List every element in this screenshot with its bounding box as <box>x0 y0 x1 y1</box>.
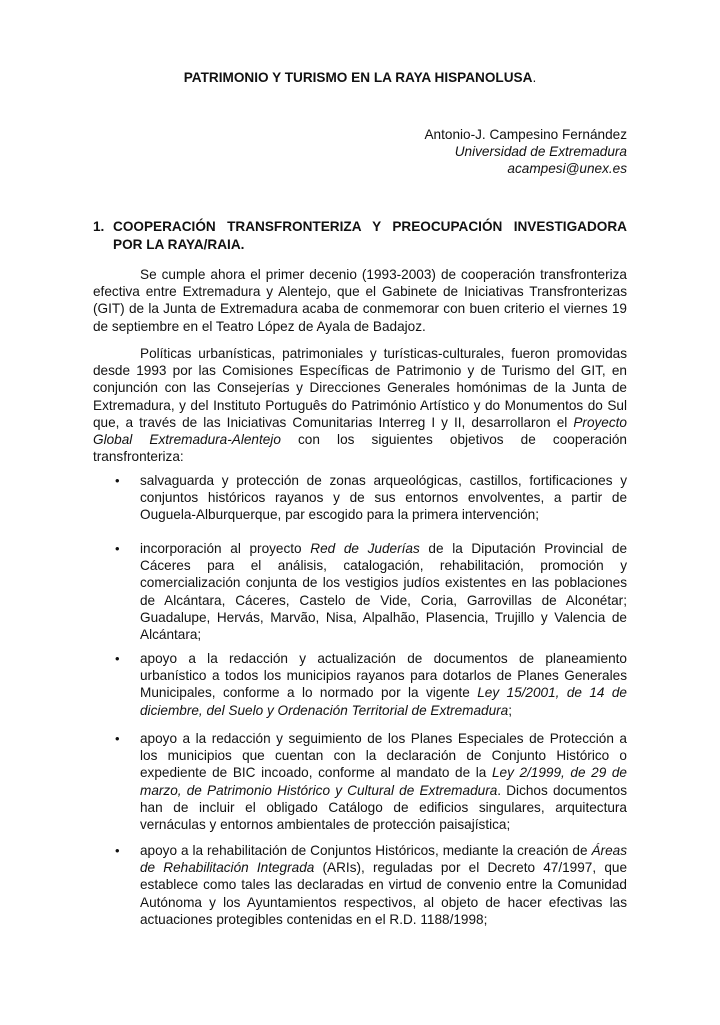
paragraph-1: Se cumple ahora el primer decenio (1993-2003) de cooperación transfronteriza efectiva entre Extremadura y Alentejo, que el Gabinete de Iniciativas Transfronterizas (GIT) de la Junta de Extremadura acaba de conmemorar con buen criterio el viernes 19 de septiembre en el Teatro López de Ayala de Badajoz. <box>93 267 627 334</box>
section-heading <box>93 218 627 253</box>
list-item-italic: Áreas de Rehabilitación Integrada <box>140 843 627 876</box>
author-email: acampesi@unex.es <box>507 161 627 176</box>
author-block <box>424 126 627 177</box>
author-affiliation: Universidad de Extremadura <box>454 144 627 159</box>
list-item-text-a: salvaguarda y protección de zonas arqueológicas, castillos, fortificaciones y conjuntos históricos rayanos y de sus entornos envolventes, a partir de Ouguela-Alburquerque, par escogido para la primera intervención; <box>140 473 627 523</box>
bullet-icon: • <box>115 843 120 858</box>
list-item-text-a: incorporación al proyecto <box>140 541 311 556</box>
list-item-text-a: apoyo a la redacción y actualización de documentos de planeamiento urbanístico a todos los municipios rayanos para dotarlos de Planes Generales Municipales, conforme a lo normado por la vigente <box>140 651 627 701</box>
paragraph-2-text-a: Políticas urbanísticas, patrimoniales y turísticas-culturales, fueron promovidas desde 1993 por las Comisiones Específicas de Patrimonio y de Turismo del GIT, en conjunción con las Consejerías y Direcciones Generales homónimas de la Junta de Extremadura, y del Instituto Português do Património Artístico y do Monumentos do Sul que, a través de las Iniciativas Comunitarias Interreg I y II, desarrollaron el <box>93 346 627 430</box>
list-item-italic: Red de Juderías <box>310 541 420 556</box>
list-item-text-b: . Dichos documentos han de incluir el obligado Catálogo de edificios singulares, arquitectura vernáculas y entornos ambientales de protección paisajística; <box>140 782 628 833</box>
paper-title-text: PATRIMONIO Y TURISMO EN LA RAYA HISPANOLUSA <box>183 70 533 85</box>
list-item-text-a: apoyo a la redacción y seguimiento de los Planes Especiales de Protección a los municipios que cuentan con la declaración de Conjunto Histórico o expediente de BIC incoado, conforme al mandato de la <box>140 731 627 781</box>
paragraph-2-text-b: con los siguientes objetivos de cooperación transfronteriza: <box>93 432 627 465</box>
list-item-italic: Ley 15/2001, de 14 de diciembre, del Suelo y Ordenación Territorial de Extremadura <box>140 685 627 718</box>
list-item-italic: Ley 2/1999, de 29 de marzo, de Patrimonio Histórico y Cultural de Extremadura <box>140 765 627 798</box>
paper-title-period: . <box>532 70 537 85</box>
bullet-icon: • <box>115 731 120 746</box>
list-item-text-a: apoyo a la rehabilitación de Conjuntos Históricos, mediante la creación de <box>140 843 592 858</box>
paragraph-2-italic: Proyecto Global Extremadura-Alentejo <box>93 414 627 448</box>
list-item-text-b: (ARIs), reguladas por el Decreto 47/1997, que establece como tales las declaradas en virtud de convenio entre la Comunidad Autónoma y los Ayuntamientos respectivos, al objeto de hacer efectivas las actuaciones protegibles contenidas en el R.D. 1188/1998; <box>140 860 627 927</box>
author-name: Antonio-J. Campesino Fernández <box>424 127 627 142</box>
list-item-text-b: de la Diputación Provincial de Cáceres para el análisis, catalogación, rehabilitación, promoción y comercialización conjunta de los vestigios judíos existentes en las poblaciones de Alcántara, Cáceres, Castelo de Vide, Coria, Garrovillas de Alconétar; Guadalupe, Hervás, Marvão, Nisa, Alpalhão, Plasencia, Trujillo y Valencia de Alcántara; <box>140 541 627 643</box>
paper-title <box>0 70 720 85</box>
list-item-text-b: ; <box>508 702 513 718</box>
section-heading-line2: POR LA RAYA/RAIA. <box>113 236 245 252</box>
section-number: 1. <box>93 219 105 234</box>
section-heading-line1: COOPERACIÓN TRANSFRONTERIZA Y PREOCUPACIÓN INVESTIGADORA <box>113 219 627 234</box>
bullet-icon: • <box>115 651 120 666</box>
bullet-icon: • <box>115 541 120 556</box>
bullet-icon: • <box>115 473 120 488</box>
paragraph-2 <box>93 345 627 465</box>
